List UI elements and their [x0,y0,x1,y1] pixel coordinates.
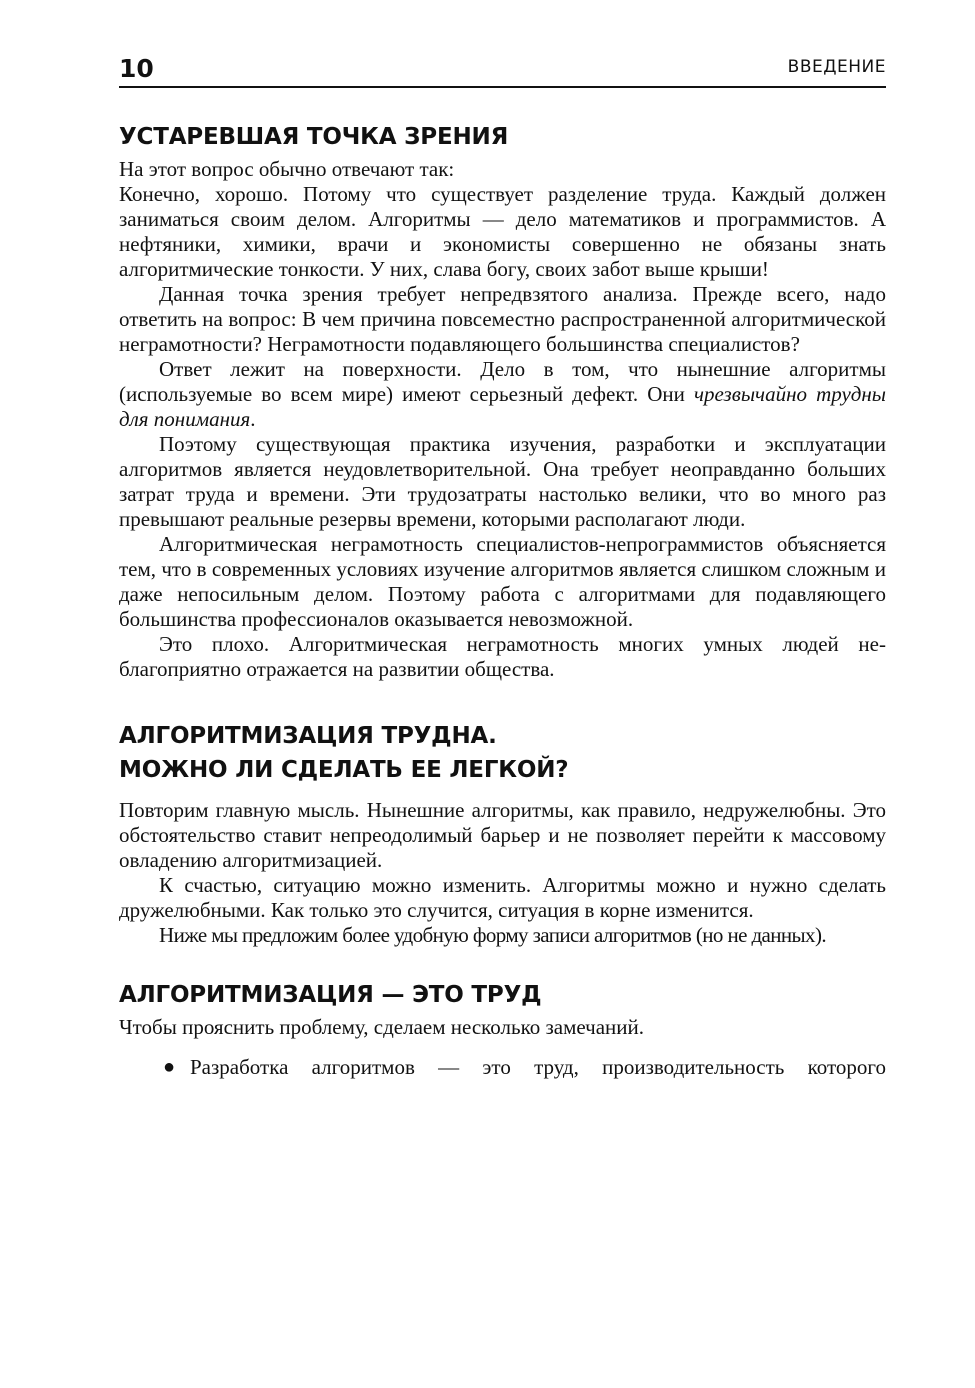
bullet-icon: ● [163,1056,176,1078]
heading-line: МОЖНО ЛИ СДЕЛАТЬ ЕЕ ЛЕГКОЙ? [119,757,569,783]
section-heading-algorithmization-hard [119,719,886,787]
list-item [163,1055,886,1080]
section-heading-outdated-view: УСТАРЕВШАЯ ТОЧКА ЗРЕНИЯ [119,124,509,150]
list-item-text: Разработка алгоритмов — это труд, производительность которого [190,1055,886,1079]
book-page [119,52,886,1080]
paragraph-text: Ответ лежит на поверхности. Дело в том, что нынешние алгоритмы (используемые во всем мире) имеют серьезный дефект. Они [119,357,886,406]
body-paragraph: Поэтому существующая практика изучения, разработки и эксплуатации алгоритмов является неудовлетворительной. Она требует неоправданно больших затрат труда и времени. Эти трудозатраты настолько велики, что во много раз превышают реальные резервы времени, которыми располагают люди. [119,432,886,531]
page-number: 10 [119,54,154,83]
lead-paragraph: На этот вопрос обычно отвечают так: [119,157,455,181]
section-heading-algorithmization-labor: АЛГОРИТМИЗАЦИЯ — ЭТО ТРУД [119,982,542,1008]
section-body-outdated-view [119,157,886,682]
lead-paragraph: Чтобы прояснить проблему, сделаем несколько замечаний. [119,1015,645,1039]
heading-line: АЛГОРИТМИЗАЦИЯ ТРУДНА. [119,723,497,749]
section-body-algorithmization-hard [119,798,886,948]
body-paragraph: Повторим главную мысль. Нынешние алгоритмы, как правило, недружелюбны. Это обстоятельство ставит непреодолимый барьер и не позволяет перейти к массовому овладению алгоритмизацией. [119,798,886,872]
emphasized-text: чрезвычайно трудны для понимания [119,382,886,431]
block-quote: Конечно, хорошо. Потому что существует разделение труда. Каждый должен заниматься своим делом. Алгоритмы — дело математиков и программистов. А нефтяники, химики, врачи и экономисты совершенно не обязаны знать алгоритмические тонкости. У них, слава богу, своих забот выше крыши! [119,182,886,281]
paragraph-text-end: . [250,407,256,431]
running-section-title: ВВЕДЕНИЕ [787,57,886,77]
body-paragraph-emphasis [119,357,886,432]
body-paragraph: К счастью, ситуацию можно изменить. Алгоритмы можно и нужно сделать дружелюбными. Как только это случится, ситуация в корне изменится. [119,873,886,922]
running-head [119,52,886,88]
body-paragraph: Данная точка зрения требует непредвзятого анализа. Прежде всего, надо ответить на вопрос: В чем причина повсеместно распространенной алгоритмической неграмотности? Неграмотности подавляющего большинства специалистов? [119,282,886,356]
section-body-algorithmization-labor [119,1015,886,1080]
body-paragraph: Это плохо. Алгоритмическая неграмотность многих умных людей неблагоприятно отражается на развитии общества. [119,632,886,681]
body-paragraph: Алгоритмическая неграмотность специалистов-непрограммистов объясняется тем, что в современных условиях изучение алгоритмов является слишком сложным и даже непосильным делом. Поэтому работа с алгоритмами для подавляющего большинства профессионалов оказывается невозможной. [119,532,886,631]
body-paragraph: Ниже мы предложим более удобную форму записи алгоритмов (но не данных). [159,923,826,947]
